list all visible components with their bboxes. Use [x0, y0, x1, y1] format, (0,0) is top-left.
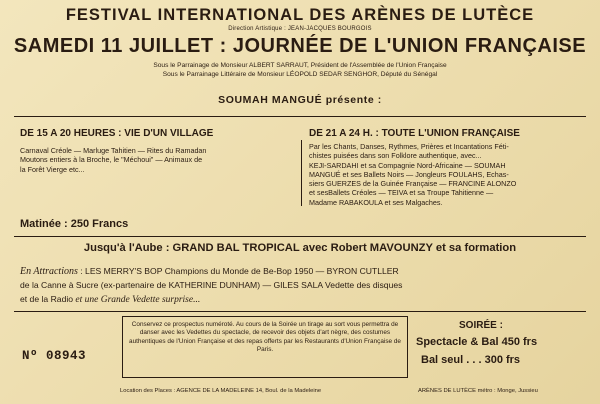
- ticket-location: Location des Places : AGENCE DE LA MADELEINE 14, Boul. de la Madeleine: [120, 388, 322, 394]
- presenter-line: SOUMAH MANGUÉ présente :: [218, 94, 382, 106]
- afternoon-line: Carnaval Créole — Marluge Tahitien — Rites du Ramadan: [20, 146, 207, 155]
- attractions-surprise: et une Grande Vedette surprise...: [75, 295, 201, 305]
- column-divider: [301, 140, 302, 206]
- afternoon-heading: DE 15 A 20 HEURES : VIE D'UN VILLAGE: [20, 128, 214, 139]
- divider-top: [14, 116, 586, 117]
- price-bal-seul: Bal seul . . . 300 frs: [421, 354, 521, 366]
- afternoon-program: [20, 146, 206, 174]
- prize-draw-notice: Conservez ce prospectus numéroté. Au cours de la Soirée un tirage au sort vous permettra de danser avec les Vedettes du spectacle, de recevoir des objets d'art nègre, des costumes authentiques de l'Union Française et des repas offerts par les Restaurants d'Union Française de Paris.: [122, 316, 408, 378]
- divider-bottom: [14, 311, 586, 312]
- evening-line: KEJI-SARDAHI et sa Compagnie Nord-Africaine — SOUMAH: [309, 160, 506, 170]
- festival-title: FESTIVAL INTERNATIONAL DES ARÈNES DE LUTÈCE: [65, 6, 535, 24]
- attractions-line-3: [20, 294, 200, 305]
- divider-middle: [14, 236, 586, 237]
- soiree-label: SOIRÉE :: [459, 320, 503, 331]
- ticket-number: Nº 08943: [22, 349, 87, 363]
- patronage-line-1: Sous le Parrainage de Monsieur ALBERT SARRAUT, Président de l'Assemblée de l'Union Française: [153, 62, 447, 69]
- evening-line: et sesBallets Créoles — TEIVA et sa Troupe Tahitienne —: [309, 188, 494, 198]
- evening-line: Par les Chants, Danses, Rythmes, Prières et Incantations Féti-: [309, 142, 509, 151]
- attractions-lead: En Attractions: [20, 266, 78, 277]
- patronage-line-2: Sous le Parrainage Littéraire de Monsieur LÉOPOLD SEDAR SENGHOR, Député du Sénégal: [162, 71, 438, 78]
- matinee-price: Matinée : 250 Francs: [20, 218, 129, 230]
- attractions-line-2: de la Canne à Sucre (ex-partenaire de KATHERINE DUNHAM) — GILES SALA Vedette des disques: [20, 280, 403, 290]
- grand-bal-line: Jusqu'à l'Aube : GRAND BAL TROPICAL avec Robert MAVOUNZY et sa formation: [83, 242, 517, 254]
- evening-line: chistes puisées dans son Folklore authentique, avec...: [309, 151, 482, 161]
- attractions-line-1: [20, 266, 399, 277]
- evening-line: MANGUÉ et ses Ballets Noirs — Jongleurs FOULAHS, Echas-: [309, 169, 509, 179]
- afternoon-line: la Forêt Vierge etc...: [20, 164, 85, 174]
- afternoon-line: Moutons entiers à la Broche, le "Méchoui" — Animaux de: [20, 155, 203, 165]
- attractions-text-3a: et de la Radio: [20, 294, 76, 304]
- evening-line: siers GUERZES de la Guinée Française — FRANCINE ALONZO: [309, 179, 517, 189]
- evening-line: Madame RABAKOULA et ses Malgaches.: [309, 197, 443, 207]
- price-spectacle-bal: Spectacle & Bal 450 frs: [416, 336, 538, 348]
- attractions-text-1: : LES MERRY'S BOP Champions du Monde de Be-Bop 1950 — BYRON CUTLLER: [77, 266, 399, 276]
- artistic-direction: Direction Artistique : JEAN-JACQUES BOURGOIS: [228, 26, 372, 32]
- evening-program: [309, 142, 516, 207]
- evening-heading: DE 21 A 24 H. : TOUTE L'UNION FRANÇAISE: [309, 128, 520, 139]
- venue-metro: ARÈNES DE LUTÈCE métro : Monge, Jussieu: [418, 388, 538, 394]
- event-headline: SAMEDI 11 JUILLET : JOURNÉE DE L'UNION FRANÇAISE: [13, 35, 587, 57]
